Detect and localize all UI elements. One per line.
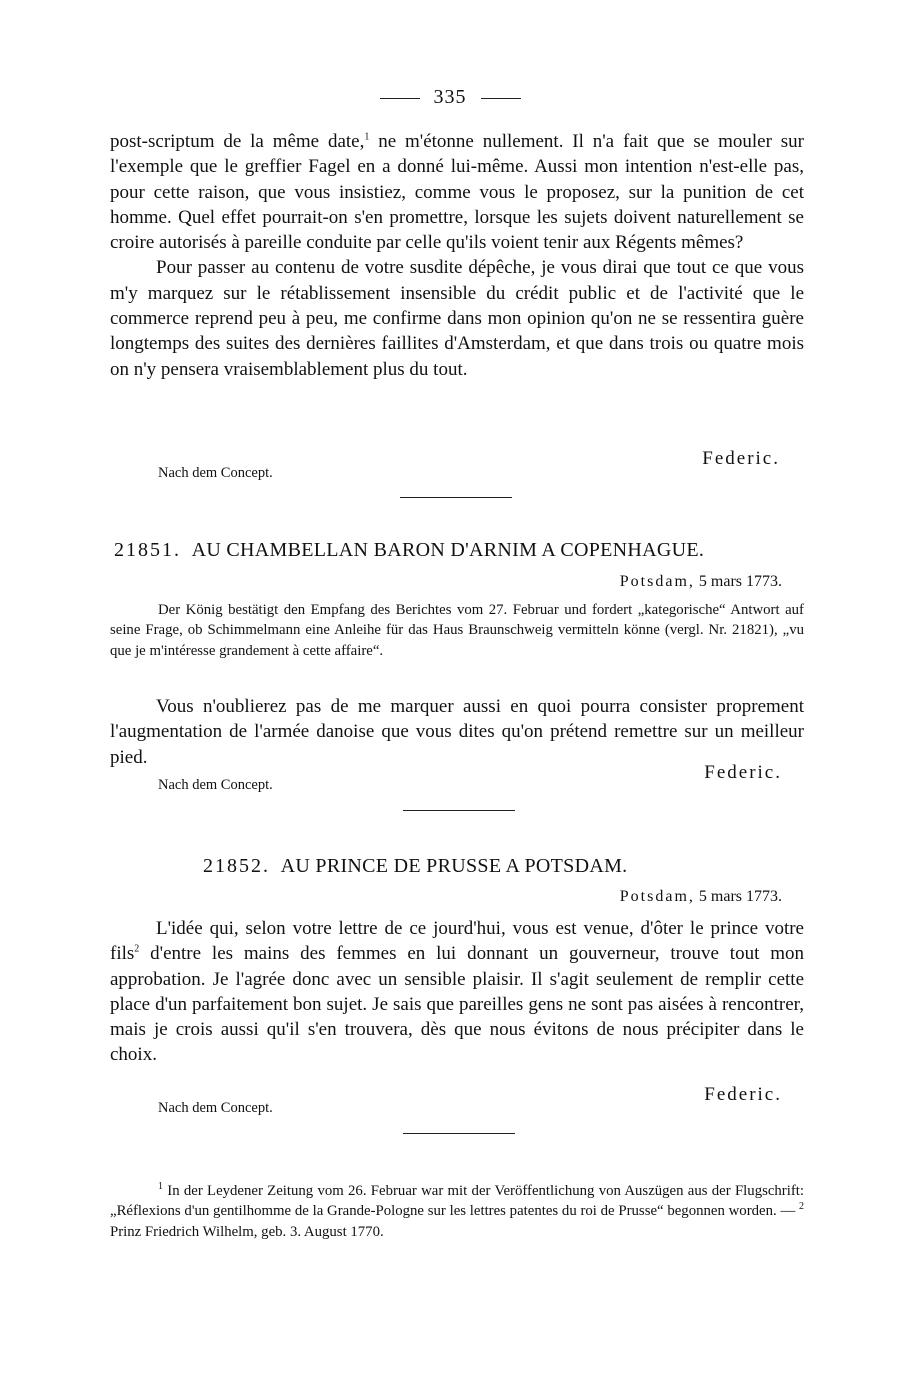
- signature-2: Federic.: [704, 762, 782, 783]
- header-dash-left: [380, 98, 420, 99]
- dateline-place: Potsdam,: [619, 888, 695, 905]
- footnotes: [110, 1181, 804, 1242]
- page-number: 335: [433, 86, 467, 108]
- dateline-21852: [620, 888, 782, 906]
- letter-heading-21852: [203, 855, 627, 878]
- source-note-2: Nach dem Concept.: [158, 777, 273, 793]
- para1-start: post-scriptum de la même date,: [110, 131, 365, 152]
- signature-1: Federic.: [702, 448, 780, 469]
- section-rule-2: [403, 810, 515, 811]
- letter-body-21851: [110, 694, 804, 770]
- continuation-paragraph-1: [110, 129, 804, 255]
- letter-summary-21851: Der König bestätigt den Empfang des Berichtes vom 27. Februar und fordert „kategorische“ Antwort auf seine Frage, ob Schimmelmann eine Anleihe für das Haus Braunschweig vermitteln könne (vergl. Nr. 21821), „vu que je m'intéresse grandement à cette affaire“.: [110, 602, 804, 659]
- footnote-mark-2: 2: [799, 1201, 804, 1213]
- signature-3: Federic.: [704, 1084, 782, 1105]
- page-header: [0, 86, 900, 109]
- footnote-mark-1: 1: [158, 1181, 163, 1193]
- footnote-ref-2: 2: [134, 943, 140, 955]
- letter-body-paragraph: Vous n'oublierez pas de me marquer aussi en quoi pourra consister proprement l'augmentation de l'armée danoise que vous dites qu'on prétend remettre sur un meilleur pied.: [110, 696, 804, 768]
- footnote-1-text: In der Leydener Zeitung vom 26. Februar war mit der Veröffentlichung von Auszügen aus der Flugschrift: „Réflexions d'un gentilhomme de la Grande-Pologne sur les lettres patentes du roi de Prusse“ begonnen worden. —: [110, 1183, 804, 1220]
- letter-body-21852: [110, 916, 804, 1068]
- letter-title: AU CHAMBELLAN BARON D'ARNIM A COPENHAGUE.: [191, 539, 705, 561]
- continuation-paragraph-2: Pour passer au contenu de votre susdite dépêche, je vous dirai que tout ce que vous m'y marquez sur le rétablissement insensible du crédit public et de l'activité que le commerce reprend peu à peu, me confirme dans mon opinion qu'on ne se ressentira guère longtemps des suites des dernières faillites d'Amsterdam, et que dans trois ou quatre mois on n'y pensera vraisemblablement plus du tout.: [110, 257, 804, 380]
- para1-rest: ne m'étonne nullement. Il n'a fait que se mouler sur l'exemple que le greffier Fagel en a donné lui-même. Aussi mon intention n'est-elle pas, pour cette raison, que vous insistiez, comme vous le proposez, sur la punition de cet homme. Quel effet pourrait-on s'en promettre, lorsque les sujets doivent naturellement se croire autorisés à pareille conduite par celle qu'ils voient tenir aux Régents mêmes?: [110, 131, 804, 254]
- section-rule-1: [400, 497, 512, 498]
- body-start: L'idée qui, selon votre lettre de ce jourd'hui, vous est venue, d'ôter le prince votre fils: [110, 918, 804, 965]
- section-rule-3: [403, 1133, 515, 1134]
- letter-number: 21851.: [114, 539, 181, 561]
- footnote-2-text: Prinz Friedrich Wilhelm, geb. 3. August 1770.: [110, 1223, 384, 1240]
- dateline-date: 5 mars 1773.: [698, 888, 782, 905]
- source-note-3: Nach dem Concept.: [158, 1100, 273, 1116]
- letter-number: 21852.: [203, 855, 270, 877]
- letter-body-paragraph: [110, 916, 804, 1068]
- dateline-place: Potsdam,: [619, 573, 695, 590]
- header-dash-right: [481, 98, 521, 99]
- dateline-21851: [620, 573, 782, 591]
- footnote-ref-1: 1: [364, 131, 370, 143]
- letter-title: AU PRINCE DE PRUSSE A POTSDAM.: [280, 855, 628, 877]
- continuation-text: [110, 129, 804, 382]
- source-note-1: Nach dem Concept.: [158, 465, 273, 481]
- dateline-date: 5 mars 1773.: [698, 573, 782, 590]
- letter-heading-21851: [114, 539, 704, 562]
- body-rest: d'entre les mains des femmes en lui donnant un gouverneur, trouve tout mon approbation. Je l'agrée donc avec un sensible plaisir. Il s'agit seulement de remplir cette place d'un parfaitement bon sujet. Je sais que pareilles gens ne sont pas aisées à rencontrer, mais je crois aussi qu'il s'en trouvera, dès que nous évitons de nous précipiter dans le choix.: [110, 943, 804, 1066]
